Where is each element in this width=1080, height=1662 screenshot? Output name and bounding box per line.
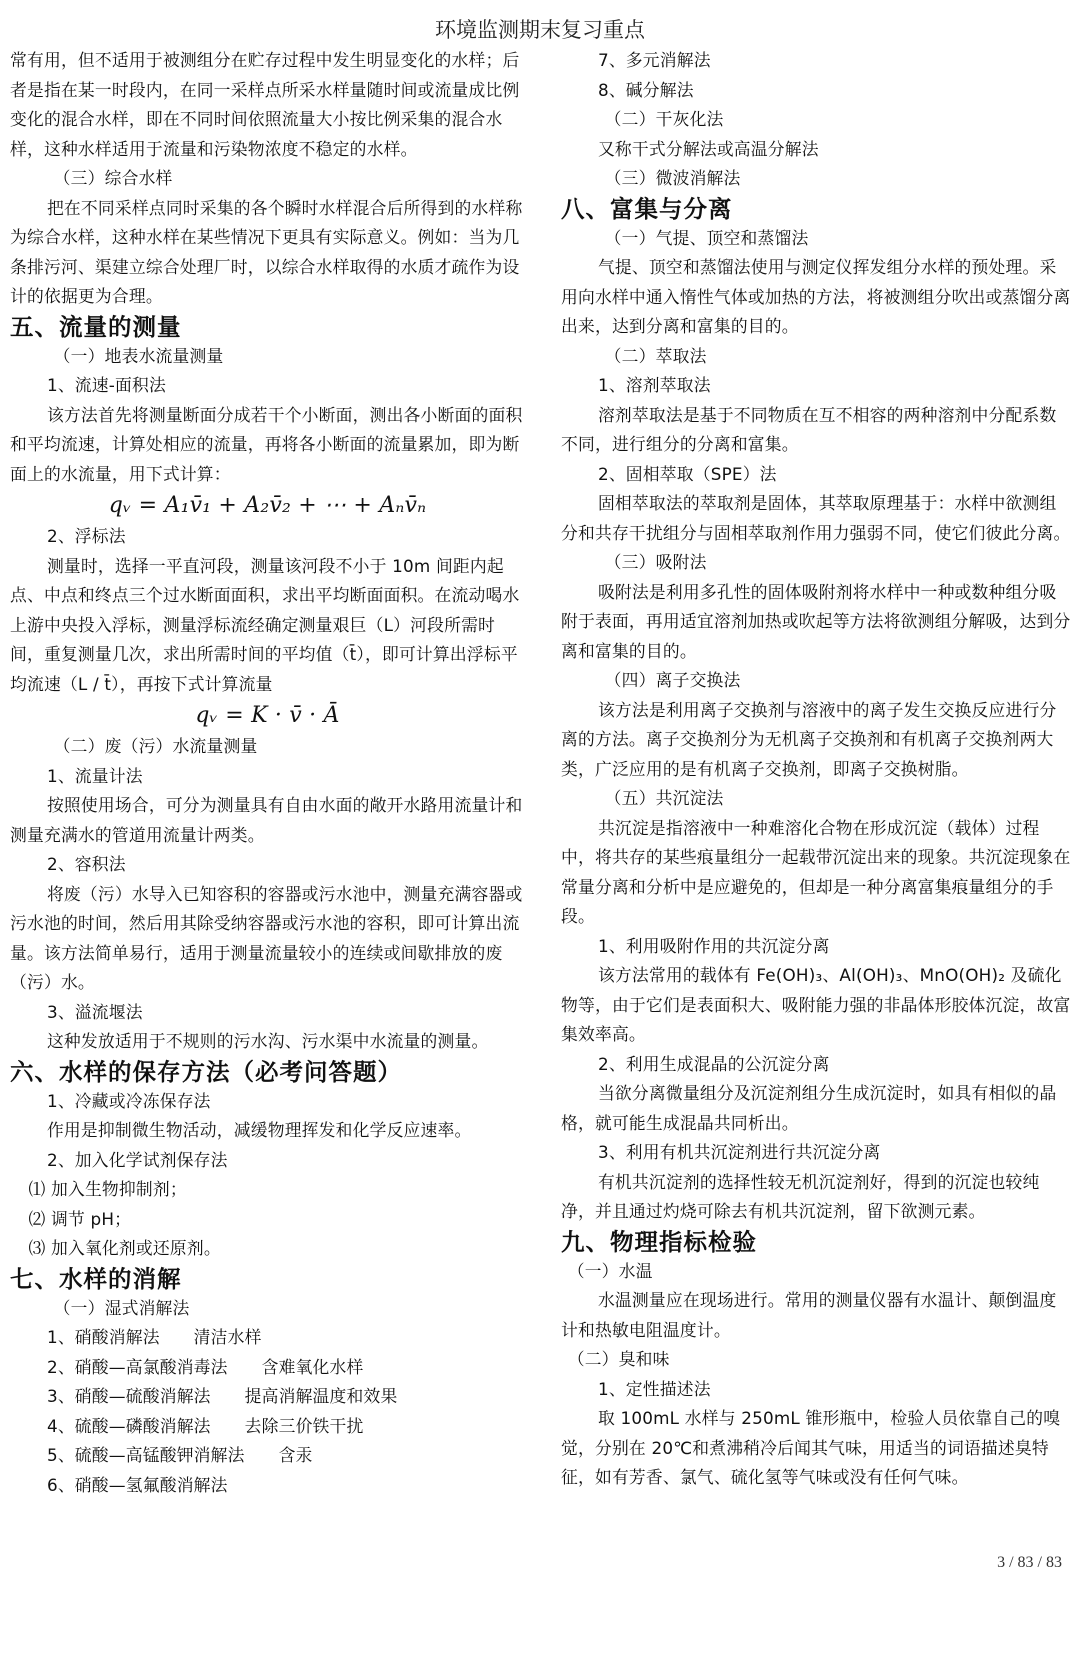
paragraph: 水温测量应在现场进行。常用的测量仪器有水温计、颠倒温度计和热敏电阻温度计。 [561,1290,1057,1340]
paragraph: 吸附法是利用多孔性的固体吸附剂将水样中一种或数种组分吸附于表面，再用适宜溶剂加热或吹起等方法将欲测组分解吸，达到分离和富集的目的。 [561,581,1071,661]
list-item: 4、硫酸—磷酸消解法 去除三价铁干扰 [46,1415,364,1436]
page-number: 3 / 83 / 83 [997,1554,1062,1571]
subsection-heading: （二）干灰化法 [604,109,724,129]
paragraph: 气提、顶空和蒸馏法使用与测定仪挥发组分水样的预处理。采用向水样中通入惰性气体或加热的方法，将被测组分吹出或蒸馏分离出来，达到分离和富集的目的。 [561,257,1071,336]
subsection-heading: （一）水温 [567,1260,653,1281]
subsection-heading: （二）臭和味 [567,1349,670,1369]
list-item: 6、硝酸—氢氟酸消解法 [46,1474,228,1495]
subsection-heading: （五）共沉淀法 [604,788,724,808]
paragraph: 有机共沉淀剂的选择性较无机沉淀剂好，得到的沉淀也较纯净，并且通过灼烧可除去有机共沉淀剂，留下欲测元素。 [561,1171,1040,1221]
item-heading: 1、流量计法 [46,765,143,786]
item-heading: 1、溶剂萃取法 [597,375,711,395]
subsection-heading: （三）微波消解法 [604,168,741,188]
list-item: ⑵ 调节 pH； [28,1208,132,1229]
paragraph: 共沉淀是指溶液中一种难溶化合物在形成沉淀（载体）过程中，将共存的某些痕量组分一起载带沉淀出来的现象。共沉淀现象在常量分离和分析中是应避免的，但却是一种分离富集痕量组分的手段。 [561,817,1071,926]
left-column [10,46,525,1500]
section-heading: 九、物理指标检验 [561,1227,757,1256]
list-item: 5、硫酸—高锰酸钾消解法 含汞 [46,1445,313,1465]
list-item: 7、多元消解法 [597,50,711,70]
list-item: ⑴ 加入生物抑制剂； [28,1179,187,1199]
subsection-heading: （三）综合水样 [53,168,173,188]
section-heading: 八、富集与分离 [561,194,733,223]
paragraph: 测量时，选择一平直河段，测量该河段不小于 10m 间距内起点、中点和终点三个过水断面面积，求出平均断面面积。在流动喝水上游中央投入浮标，测量浮标流经确定测量艰巨（L）河段所需时间，重复测量几次，求出所需时间的平均值（t̄），即可计算出浮标平均流速（L / t̄），再按下式计算流量 [10,555,520,694]
paragraph: 该方法是利用离子交换剂与溶液中的离子发生交换反应进行分离的方法。离子交换剂分为无机离子交换剂和有机离子交换剂两大类，广泛应用的是有机离子交换剂，即离子交换树脂。 [561,699,1057,779]
item-heading: 3、利用有机共沉淀剂进行共沉淀分离 [597,1142,881,1162]
subsection-heading: （三）吸附法 [604,552,707,572]
paragraph: 作用是抑制微生物活动，减缓物理挥发和化学反应速率。 [46,1120,472,1140]
paragraph: 固相萃取法的萃取剂是固体，其萃取原理基于：水样中欲测组分和共存干扰组分与固相萃取剂作用力强弱不同，使它们彼此分离。 [561,493,1071,543]
item-heading: 2、固相萃取（SPE）法 [597,463,777,484]
subsection-heading: （二）萃取法 [604,345,707,366]
section-heading: 六、水样的保存方法（必考问答题） [10,1057,402,1086]
formula: qᵥ = A₁v̄₁ + A₂v̄₂ + ⋯ + Aₙv̄ₙ [108,493,427,518]
section-heading: 五、流量的测量 [10,312,182,341]
list-item: ⑶ 加入氧化剂或还原剂。 [28,1238,221,1258]
list-item: 8、碱分解法 [597,79,694,100]
subsection-heading: （一）地表水流量测量 [53,345,224,366]
item-heading: 2、加入化学试剂保存法 [46,1149,228,1170]
paragraph: 该方法首先将测量断面分成若干个小断面，测出各小断面的面积和平均流速，计算处相应的流量，再将各小断面的流量累加，即为断面上的水流量，用下式计算： [10,404,523,484]
item-heading: 1、冷藏或冷冻保存法 [46,1090,211,1111]
paragraph: 取 100mL 水样与 250mL 锥形瓶中，检验人员依靠自己的嗅觉，分别在 20℃和煮沸稍冷后闻其气味，用适当的词语描述臭特征，如有芳香、氯气、硫化氢等气味或没有任何气味。 [561,1408,1061,1487]
formula: qᵥ = K · v̄ · Ā [195,703,340,728]
item-heading: 2、浮标法 [46,526,126,546]
paragraph: 又称干式分解法或高温分解法 [597,138,819,159]
right-column [561,46,1071,1493]
paragraph: 按照使用场合，可分为测量具有自由水面的敞开水路用流量计和测量充满水的管道用流量计两类。 [10,795,523,845]
subsection-heading: （二）废（污）水流量测量 [53,736,258,756]
list-item: 1、硝酸消解法 清洁水样 [46,1327,262,1347]
section-heading: 七、水样的消解 [10,1264,182,1293]
item-heading: 2、利用生成混晶的公沉淀分离 [597,1053,830,1074]
subsection-heading: （一）气提、顶空和蒸馏法 [604,227,809,248]
paragraph: 常有用，但不适用于被测组分在贮存过程中发生明显变化的水样；后者是指在某一时段内，在同一采样点所采水样量随时间或流量成比例变化的混合水样，即在不同时间依照流量大小按比例采集的混合水样，这种水样适用于流量和污染物浓度不稳定的水样。 [10,50,520,159]
item-heading: 2、容积法 [46,854,126,874]
subsection-heading: （四）离子交换法 [604,670,741,690]
paragraph: 溶剂萃取法是基于不同物质在互不相容的两种溶剂中分配系数不同，进行组分的分离和富集。 [561,404,1057,454]
list-item: 3、硝酸—硫酸消解法 提高消解温度和效果 [46,1386,398,1406]
item-heading: 3、溢流堰法 [46,1001,143,1022]
paragraph: 将废（污）水导入已知容积的容器或污水池中，测量充满容器或污水池的时间，然后用其除受纳容器或污水池的容积，即可计算出流量。该方法简单易行，适用于测量流量较小的连续或间歇排放的废（污）水。 [10,883,523,992]
subsection-heading: （一）湿式消解法 [53,1297,190,1318]
page-header-title: 环境监测期末复习重点 [435,18,645,42]
paragraph: 当欲分离微量组分及沉淀剂组分生成沉淀时，如具有相似的晶格，就可能生成混晶共同析出。 [561,1083,1057,1133]
paragraph: 该方法常用的载体有 Fe(OH)₃、Al(OH)₃、MnO(OH)₂ 及硫化物等，由于它们是表面积大、吸附能力强的非晶体形胶体沉淀，故富集效率高。 [561,965,1071,1044]
item-heading: 1、定性描述法 [597,1378,711,1399]
list-item: 2、硝酸—高氯酸消毒法 含难氧化水样 [46,1356,364,1377]
paragraph: 把在不同采样点同时采集的各个瞬时水样混合后所得到的水样称为综合水样，这种水样在某些情况下更具有实际意义。例如：当为几条排污河、渠建立综合处理厂时，以综合水样取得的水质才疏作为设计的依据更为合理。 [10,197,523,306]
item-heading: 1、利用吸附作用的共沉淀分离 [597,935,830,956]
item-heading: 1、流速-面积法 [46,375,166,395]
paragraph: 这种发放适用于不规则的污水沟、污水渠中水流量的测量。 [46,1031,489,1051]
